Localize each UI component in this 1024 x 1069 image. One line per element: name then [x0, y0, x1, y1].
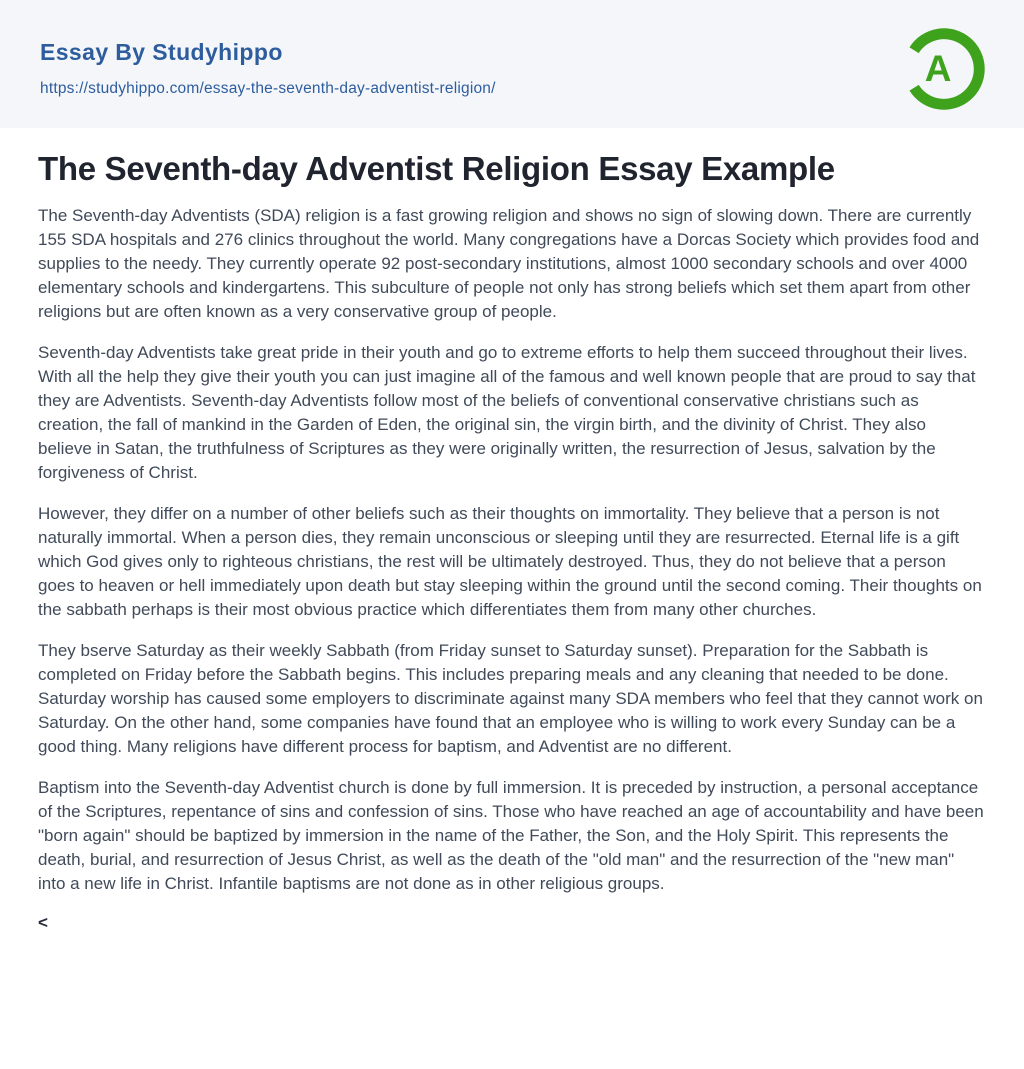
logo-letter: A	[924, 47, 952, 89]
chevron-left-text[interactable]: <	[38, 913, 48, 932]
site-title: Essay By Studyhippo	[40, 38, 283, 65]
essay-paragraph-2: Seventh-day Adventists take great pride in their youth and go to extreme efforts to help them succeed throughout their lives. With all the help they give their youth you can just imagine all of the famous and well known people that are proud to say that they are Adventists. Seventh-day Adventists follow most of the beliefs of conventional conservative christians such as creation, the fall of mankind in the Garden of Eden, the original sin, the virgin birth, and the divinity of Christ. They also believe in Satan, the truthfulness of Scriptures as they were originally written, the resurrection of Jesus, salvation by the forgiveness of Christ.	[38, 343, 976, 482]
essay-paragraph-4: They bserve Saturday as their weekly Sabbath (from Friday sunset to Saturday sunset). Preparation for the Sabbath is completed on Friday before the Sabbath begins. This includes preparing meals and any cleaning that needed to be done. Saturday worship has caused some employers to discriminate against many SDA members who feel that they cannot work on Saturday. On the other hand, some companies have found that an employee who is willing to work every Sunday can be a good thing. Many religions have different process for baptism, and Adventist are no different.	[38, 641, 983, 756]
essay-paragraph-5: Baptism into the Seventh-day Adventist church is done by full immersion. It is preceded by instruction, a personal acceptance of the Scriptures, repentance of sins and confession of sins. Those who have reached an age of accountability and have been "born again" should be baptized by immersion in the name of the Father, the Son, and the Holy Spirit. This represents the death, burial, and resurrection of Jesus Christ, as well as the death of the "old man" and the resurrection of the "new man" into a new life in Christ. Infantile baptisms are not done as in other religious groups.	[38, 778, 984, 893]
logo-arc-icon	[902, 23, 986, 115]
essay-paragraph-1: The Seventh-day Adventists (SDA) religion is a fast growing religion and shows no sign of slowing down. There are currently 155 SDA hospitals and 276 clinics throughout the world. Many congregations have a Dorcas Society which provides food and supplies to the needy. They currently operate 92 post-secondary institutions, almost 1000 secondary schools and over 4000 elementary schools and kindergartens. This subculture of people not only has strong beliefs which set them apart from other religions but are often known as a very conservative group of people.	[38, 206, 980, 321]
essay-title: The Seventh-day Adventist Religion Essay Example	[38, 150, 835, 187]
essay-content	[0, 128, 1024, 933]
essay-paragraph-3: However, they differ on a number of other beliefs such as their thoughts on immortality. They believe that a person is not naturally immortal. When a person dies, they remain unconscious or sleeping until they are resurrected. Eternal life is a gift which God gives only to righteous christians, the rest will be ultimately destroyed. Thus, they do not believe that a person goes to heaven or hell immediately upon death but stay sleeping within the ground until the second coming. Their thoughts on the sabbath perhaps is their most obvious practice which differentiates them from many other churches.	[38, 504, 982, 619]
header-text-block	[40, 39, 496, 98]
page-url-link[interactable]: https://studyhippo.com/essay-the-seventh-day-adventist-religion/	[40, 79, 496, 97]
page-header	[0, 0, 1024, 128]
studyhippo-logo	[902, 23, 986, 115]
